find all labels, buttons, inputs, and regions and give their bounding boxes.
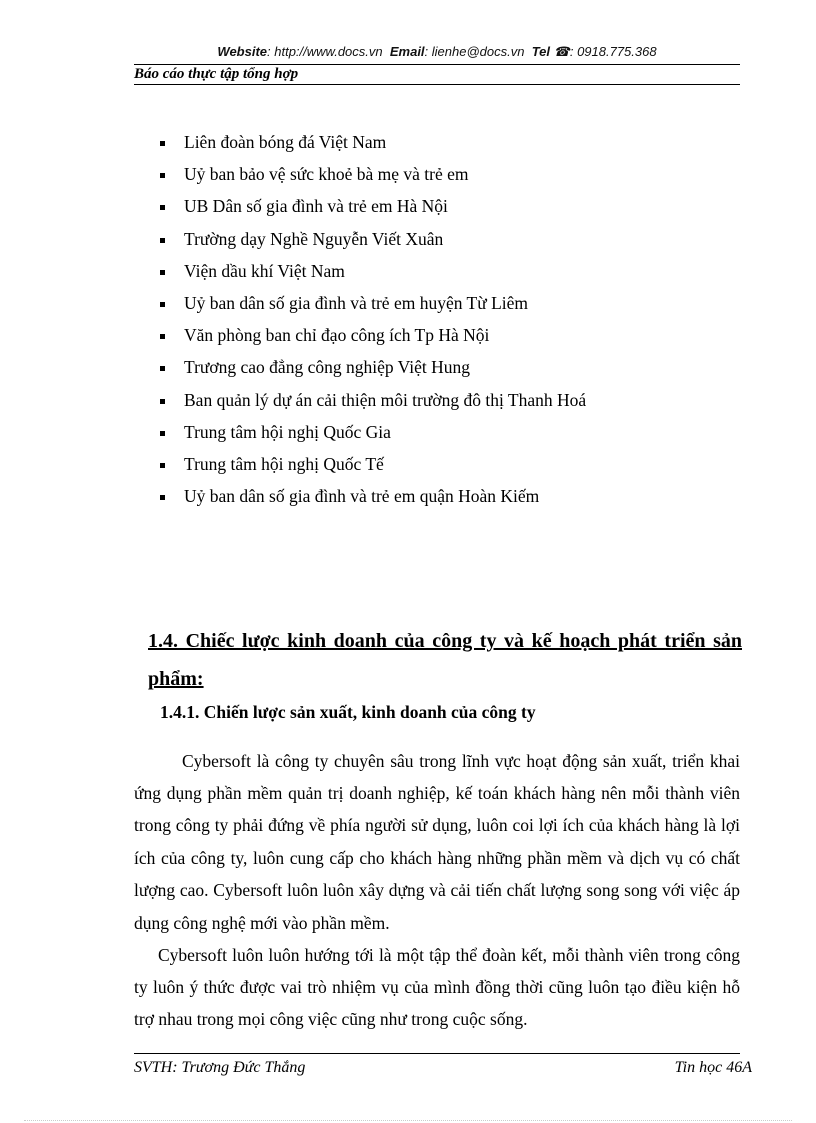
bullet-square-icon — [160, 431, 165, 436]
bullet-square-icon — [160, 302, 165, 307]
list-item: Trung tâm hội nghị Quốc Gia — [160, 418, 586, 450]
bullet-square-icon — [160, 334, 165, 339]
website-label: Website — [217, 44, 268, 59]
header-rule-bottom — [134, 84, 740, 85]
list-item: Uỷ ban dân số gia đình và trẻ em quận Hoàn Kiếm — [160, 482, 586, 514]
website-header — [134, 44, 740, 60]
tel-number: : 0918.775.368 — [569, 44, 657, 59]
footer-class: Tin học 46A — [674, 1059, 752, 1076]
phone-icon: ☎ — [553, 44, 570, 59]
page-bottom-dotted-line — [24, 1120, 792, 1121]
bullet-square-icon — [160, 205, 165, 210]
list-item: Ban quản lý dự án cải thiện môi trường đô thị Thanh Hoá — [160, 386, 586, 418]
paragraph-teamwork: Cybersoft luôn luôn hướng tới là một tập thể đoàn kết, mỗi thành viên trong công ty luôn ý thức được vai trò nhiệm vụ của mình đồng thời cũng luôn tạo điều kiện hỗ trợ nhau trong mọi công việc cũng như trong cuộc sống. — [134, 944, 740, 1030]
paragraph-strategy: Cybersoft là công ty chuyên sâu trong lĩnh vực hoạt động sản xuất, triển khai ứng dụng phần mềm quản trị doanh nghiệp, kế toán khách hàng nên mỗi thành viên trong công ty phải đứng về phía người sử dụng, luôn coi lợi ích của khách hàng là lợi ích của công ty, luôn cung cấp cho khách hàng những phần mềm và dịch vụ có chất lượng cao. Cybersoft luôn luôn xây dựng và cải tiến chất lượng song song với việc áp dụng công nghệ mới vào phần mềm. — [134, 750, 740, 933]
bullet-square-icon — [160, 173, 165, 178]
list-item: Trương cao đẳng công nghiệp Việt Hung — [160, 353, 586, 385]
footer-student: SVTH: Trương Đức Thắng — [134, 1059, 306, 1076]
list-item: Uỷ ban bảo vệ sức khoẻ bà mẹ và trẻ em — [160, 160, 586, 192]
report-title: Báo cáo thực tập tổng hợp — [134, 66, 299, 82]
email-label: Email — [389, 44, 425, 59]
footer-rule — [134, 1053, 740, 1054]
list-item: Liên đoàn bóng đá Việt Nam — [160, 128, 586, 160]
list-item: Viện dầu khí Việt Nam — [160, 257, 586, 289]
bullet-square-icon — [160, 463, 165, 468]
list-item: Trung tâm hội nghị Quốc Tế — [160, 450, 586, 482]
bullet-square-icon — [160, 495, 165, 500]
email-address[interactable]: : lienhe@docs.vn — [424, 44, 525, 59]
website-url[interactable]: : http://www.docs.vn — [267, 44, 383, 59]
list-item: Uỷ ban dân số gia đình và trẻ em huyện Từ Liêm — [160, 289, 586, 321]
bullet-square-icon — [160, 366, 165, 371]
bullet-square-icon — [160, 141, 165, 146]
list-item: Văn phòng ban chỉ đạo công ích Tp Hà Nội — [160, 321, 586, 353]
list-item: UB Dân số gia đình và trẻ em Hà Nội — [160, 192, 586, 224]
client-list — [160, 128, 586, 514]
tel-label: Tel — [531, 44, 551, 59]
bullet-square-icon — [160, 270, 165, 275]
section-heading: 1.4. Chiếc lược kinh doanh của công ty và kế hoạch phát triển sản phẩm: — [148, 630, 742, 690]
bullet-square-icon — [160, 399, 165, 404]
header-rule-top — [134, 64, 740, 65]
list-item: Trường dạy Nghề Nguyễn Viết Xuân — [160, 225, 586, 257]
bullet-square-icon — [160, 238, 165, 243]
subsection-heading: 1.4.1. Chiến lược sản xuất, kinh doanh của công ty — [160, 702, 536, 722]
